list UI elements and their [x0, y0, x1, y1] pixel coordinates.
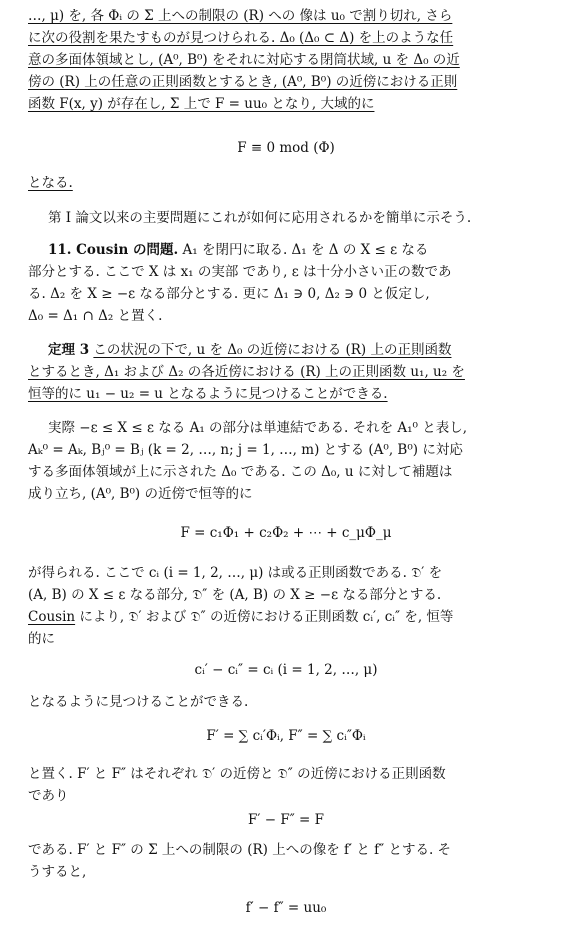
para4-line-1: である. F′ と F″ の Σ 上への制限の (R) 上への像を f′ と f″ とする. そ — [28, 842, 452, 858]
para2-line-1: が得られる. ここで cᵢ (i = 1, 2, …, μ) は或る正則函数である. 𝔇′ を — [28, 565, 443, 581]
proof-line-4: 成り立ち, (A⁰, B⁰) の近傍で恒等的に — [28, 486, 253, 502]
equation-f-difference: F′ − F″ = F — [248, 812, 324, 828]
equation-f-lower-difference: f′ − f″ = uu₀ — [245, 900, 327, 916]
para2-line-4: 的に — [28, 631, 55, 647]
equation-mod: F ≡ 0 mod (Φ) — [237, 140, 335, 156]
intro-paragraph: 第 I 論文以来の主要問題にこれが如何に応用されるかを簡単に示そう. — [48, 210, 472, 226]
lemma-line-3: 意の多面体領域とし, (A⁰, B⁰) をそれに対応する閉筒状域, u を Δ₀ の近 — [28, 52, 460, 68]
para3-line-2: であり — [28, 788, 69, 804]
theorem-3-line-2: とするとき, Δ₁ および Δ₂ の各近傍における (R) 上の正則函数 u₁, u₂ を — [28, 364, 465, 380]
theorem-3-line-1 — [48, 340, 451, 360]
equation-c-difference: cᵢ′ − cᵢ″ = cᵢ (i = 1, 2, …, μ) — [194, 662, 378, 678]
lemma-line-1: …, μ) を, 各 Φᵢ の Σ 上への制限の (R) への 像は u₀ で割り切れ, さら — [28, 8, 453, 24]
section-11-heading: 11. Cousin の問題. — [48, 242, 179, 258]
cousin-reference: Cousin — [28, 609, 76, 625]
proof-line-3: する多面体領域が上に示された Δ₀ である. この Δ₀, u に対して補題は — [28, 464, 453, 480]
para2-line-2: (A, B) の X ≤ ε なる部分, 𝔇″ を (A, B) の X ≥ −ε なる部分とする. — [28, 587, 442, 603]
equation-sum-phi: F = c₁Φ₁ + c₂Φ₂ + ⋯ + c_μΦ_μ — [180, 525, 392, 541]
para2-line-3-text: により, 𝔇′ および 𝔇″ の近傍における正則函数 cᵢ′, cᵢ″ を, 恒等 — [79, 609, 454, 625]
equation-f-prime-sums: F′ = ∑ cᵢ′Φᵢ, F″ = ∑ cᵢ″Φᵢ — [206, 728, 366, 744]
theorem-3-text-1: この状況の下で, u を Δ₀ の近傍における (R) 上の正則函数 — [93, 342, 452, 358]
lemma-line-5: 函数 F(x, y) が存在し, Σ 上で F = uu₀ となり, 大域的に — [28, 96, 375, 112]
para4-line-2: うすると, — [28, 864, 87, 880]
lemma-line-4: 傍の (R) 上の任意の正則函数とするとき, (A⁰, B⁰) の近傍における正則 — [28, 74, 458, 90]
equation-c-after: となるように見つけることができる. — [28, 694, 249, 710]
proof-line-1: 実際 −ε ≤ X ≤ ε なる A₁ の部分は単連結である. それを A₁⁰ と表し, — [48, 420, 468, 436]
section-11-line-1 — [48, 240, 428, 260]
section-11-line-3: る. Δ₂ を X ≥ −ε なる部分とする. 更に Δ₁ ∋ 0, Δ₂ ∋ 0 と仮定し, — [28, 286, 430, 302]
theorem-3-label: 定理 3 — [48, 342, 90, 358]
equation-mod-after: となる. — [28, 175, 73, 191]
section-11-line-4: Δ₀ = Δ₁ ∩ Δ₂ と置く. — [28, 308, 163, 324]
theorem-3-line-3: 恒等的に u₁ − u₂ = u となるように見つけることができる. — [28, 386, 388, 402]
proof-line-2: Aₖ⁰ = Aₖ, Bⱼ⁰ = Bⱼ (k = 2, …, n; j = 1, …, m) とする (A⁰, B⁰) に対応 — [28, 442, 463, 458]
para2-line-3 — [28, 607, 453, 627]
lemma-line-2: に次の役割を果たすものが見つけられる. Δ₀ (Δ₀ ⊂ Δ) を上のような任 — [28, 30, 454, 46]
para3-line-1: と置く. F′ と F″ はそれぞれ 𝔇′ の近傍と 𝔇″ の近傍における正則函数 — [28, 766, 446, 782]
section-11-text-1: A₁ を閉円に取る. Δ₁ を Δ の X ≤ ε なる — [182, 242, 429, 258]
section-11-line-2: 部分とする. ここで X は x₁ の実部 であり, ε は十分小さい正の数であ — [28, 264, 452, 280]
